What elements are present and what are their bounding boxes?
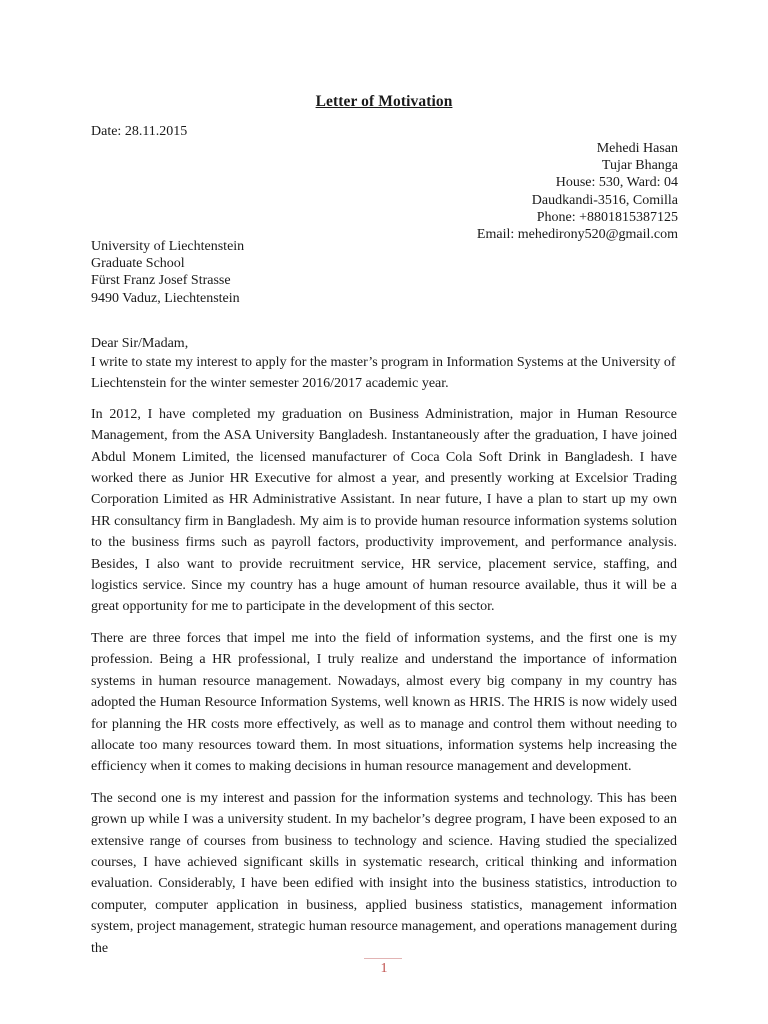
letter-title: Letter of Motivation (315, 93, 453, 110)
recipient-line: Graduate School (91, 256, 185, 272)
body-paragraph: I write to state my interest to apply for the master’s program in Information Systems at the University of Liechtenstein for the winter semester 2016/2017 academic year. (91, 355, 676, 392)
body-paragraph: The second one is my interest and passion for the information systems and technology. This has been grown up while I was a university student. In my bachelor’s degree program, I have been exposed to an extensive range of courses from business to technology and science. Having studied the specialized courses, I have achieved significant skills in systematic research, critical thinking and information evaluation. Considerably, I have been edified with insight into the business statistics, introduction to computer, computer application in business, applied business statistics, management information system, project management, strategic human resource management, and operations management during the (91, 790, 677, 956)
sender-phone: Phone: +8801815387125 (536, 209, 678, 225)
body-paragraph: In 2012, I have completed my graduation on Business Administration, major in Human Resource Management, from the ASA University Bangladesh. Instantaneously after the graduation, I have joined Abdul Monem Limited, the licensed manufacturer of Coca Cola Soft Drink in Bangladesh. I have worked there as Junior HR Executive for almost a year, and presently working at Excelsior Trading Corporation Limited as HR Administrative Assistant. In near future, I have a plan to start up my own HR consultancy firm in Bangladesh. My aim is to provide human resource information systems solution to the business firms such as payroll factors, productivity improvement, and performance analysis. Besides, I also want to provide recruitment service, HR service, placement service, staffing, and logistics service. Since my country has a huge amount of human resource available, thus it will be a great opportunity for me to participate in the development of this sector. (91, 406, 677, 615)
recipient-address-block (91, 238, 244, 307)
letter-date: Date: 28.11.2015 (91, 124, 188, 139)
sender-address-line: Daudkandi-3516, Comilla (531, 192, 678, 208)
sender-name: Mehedi Hasan (596, 141, 678, 156)
page-number: 1 (380, 961, 388, 976)
sender-address-line: Tujar Bhanga (601, 158, 678, 174)
letter-body (91, 352, 677, 969)
sender-address-line: House: 530, Ward: 04 (555, 175, 678, 191)
recipient-line: Fürst Franz Josef Strasse (91, 273, 231, 289)
salutation: Dear Sir/Madam, (91, 336, 189, 351)
body-paragraph: There are three forces that impel me into the field of information systems, and the first one is my profession. Being a HR professional, I truly realize and understand the importance of information systems in human resource management. Nowadays, almost every big company in my country has adopted the Human Resource Information Systems, well known as HRIS. The HRIS is now widely used for planning the HR costs more effectively, as well as to manage and control them without needing to allocate too many resources toward them. In most situations, information systems help increasing the efficiency when it comes to making decisions in human resource management and development. (91, 630, 677, 775)
sender-address-block (477, 140, 678, 243)
footer-divider (364, 958, 402, 959)
recipient-line: University of Liechtenstein (91, 239, 245, 254)
recipient-line: 9490 Vaduz, Liechtenstein (91, 290, 240, 306)
sender-email: Email: mehedirony520@gmail.com (476, 227, 678, 243)
